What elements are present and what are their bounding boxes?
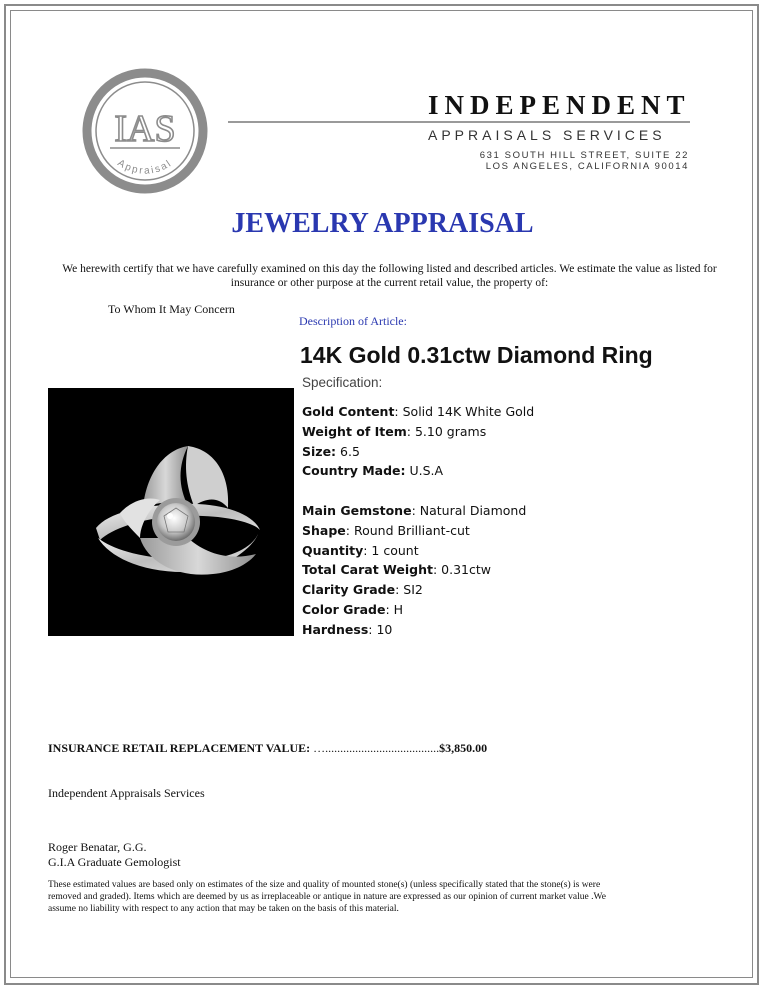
ring-photo: [48, 388, 294, 636]
spec-hardness: Hardness: 10: [302, 621, 393, 637]
insurance-value-label: INSURANCE RETAIL REPLACEMENT VALUE:: [48, 741, 311, 755]
company-subtitle: APPRAISALS SERVICES: [428, 127, 666, 143]
specification-label: Specification:: [302, 375, 383, 390]
logo-letters: IAS: [114, 108, 176, 150]
spec-weight: Weight of Item: 5.10 grams: [302, 423, 487, 439]
spec-size: Size: 6.5: [302, 443, 360, 459]
signer-title: G.I.A Graduate Gemologist: [48, 855, 181, 869]
value-leader-dots: …......................................: [313, 741, 440, 755]
address-line-1: 631 SOUTH HILL STREET, SUITE 22: [479, 150, 689, 161]
certification-text: We herewith certify that we have carefully examined on this day the following listed and described articles. We estimate the value as listed for insurance or other purpose at the current retail value, the property of:: [62, 263, 717, 289]
header-rule: [228, 121, 690, 123]
spec-clarity: Clarity Grade: SI2: [302, 582, 423, 598]
insurance-value-line: [48, 741, 487, 756]
document-title: JEWELRY APPRAISAL: [231, 208, 534, 239]
spec-carat-weight: Total Carat Weight: 0.31ctw: [302, 562, 491, 578]
ias-logo: [80, 66, 210, 196]
insurance-value-amount: $3,850.00: [439, 741, 488, 755]
spec-country: Country Made: U.S.A: [302, 463, 444, 479]
item-title: 14K Gold 0.31ctw Diamond Ring: [300, 342, 653, 368]
spec-gold-content: Gold Content: Solid 14K White Gold: [302, 404, 535, 419]
spec-quantity: Quantity: 1 count: [302, 542, 419, 558]
address-line-2: LOS ANGELES, CALIFORNIA 90014: [485, 161, 689, 172]
company-name: INDEPENDENT: [428, 90, 691, 120]
spec-shape: Shape: Round Brilliant-cut: [302, 522, 470, 538]
disclaimer-text: These estimated values are based only on estimates of the size and quality of mounted stone(s) (unless specifically stated that the stone(s) is were removed and graded). Items which are deemed by us as irreplaceable or antique in nature are expressed as our opinion of current market value .We assume no liability with respect to any action that may be taken on the basis of this material.: [48, 880, 606, 914]
logo-subtext: Appraisal: [115, 157, 175, 177]
recipient: To Whom It May Concern: [108, 302, 235, 316]
spec-spacer: [302, 481, 534, 501]
footer-company: Independent Appraisals Services: [48, 786, 205, 800]
spec-color: Color Grade: H: [302, 601, 404, 617]
spec-main-gemstone: Main Gemstone: Natural Diamond: [302, 502, 527, 518]
signer-name: Roger Benatar, G.G.: [48, 840, 147, 854]
svg-text:Appraisal: [115, 158, 174, 177]
specification-list: [302, 402, 534, 640]
description-label: Description of Article:: [299, 314, 407, 328]
